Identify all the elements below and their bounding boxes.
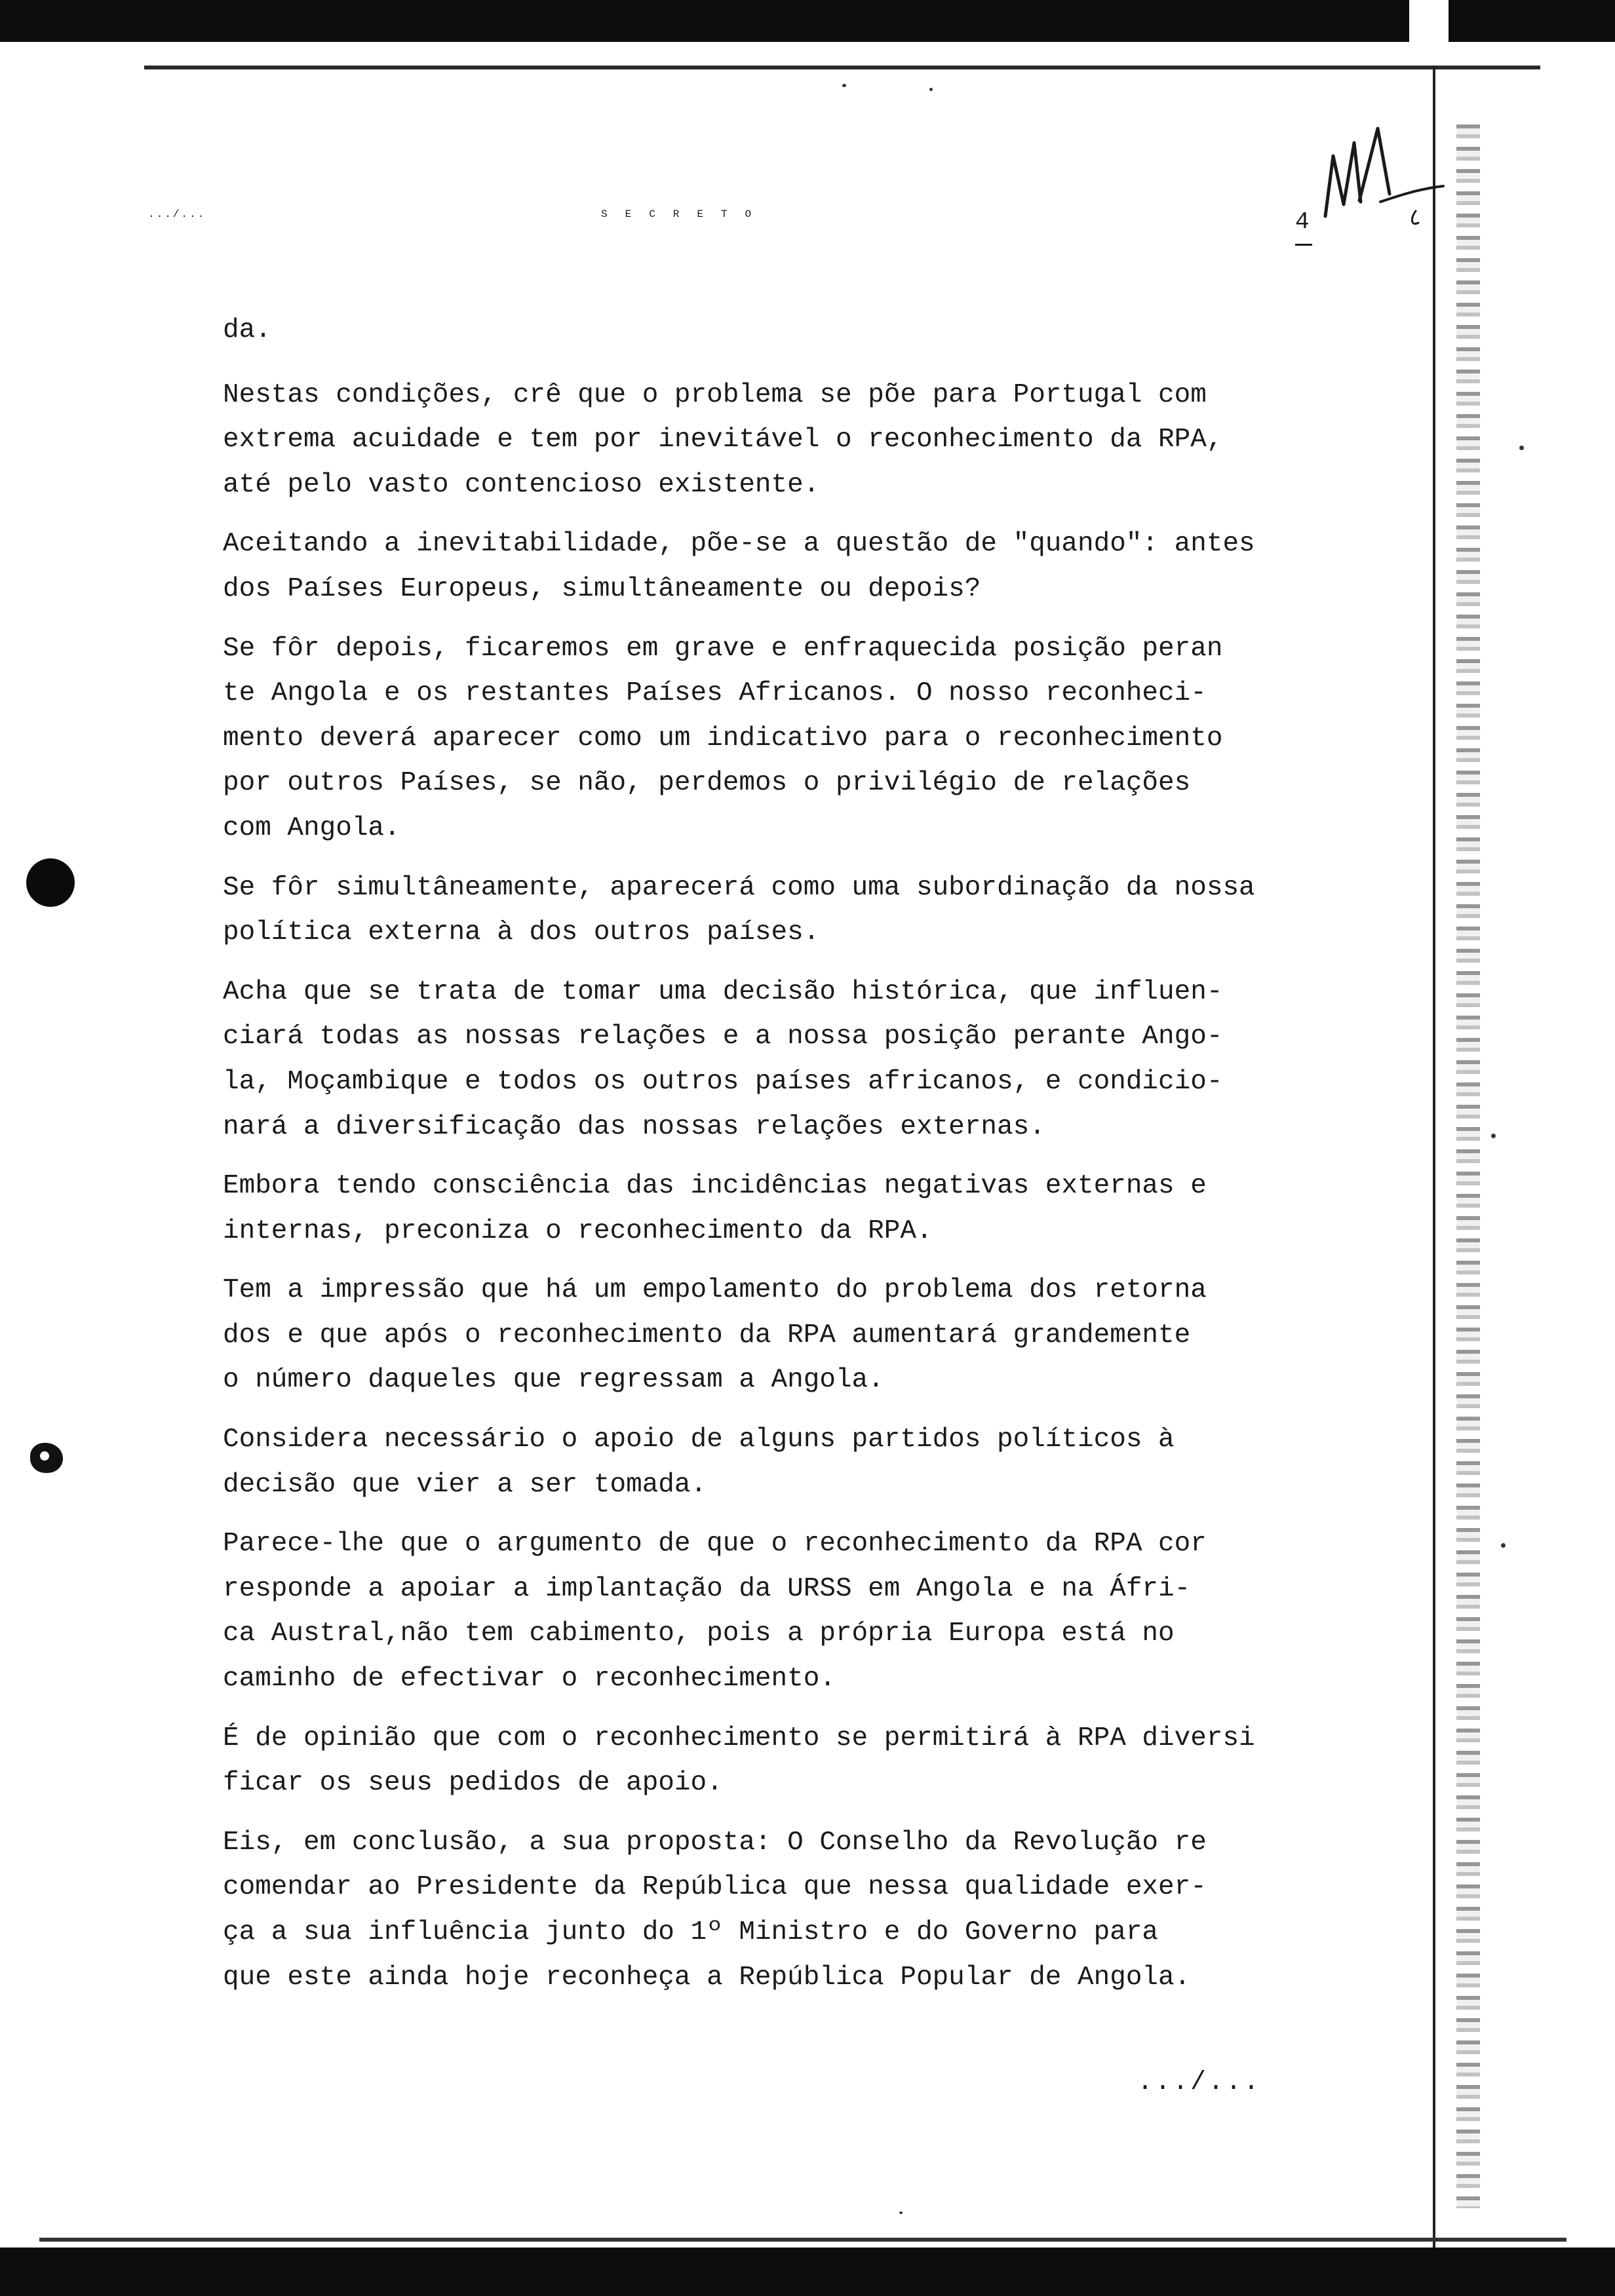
memo-paragraph	[223, 866, 1363, 955]
scan-speck	[1501, 1543, 1506, 1548]
memo-body	[223, 308, 1363, 2014]
memo-paragraph	[223, 970, 1363, 1149]
memo-paragraph	[223, 1164, 1363, 1253]
memo-paragraph	[223, 1521, 1363, 1701]
memo-paragraph	[223, 308, 1363, 353]
memo-line: Acha que se trata de tomar uma decisão histórica, que influen-	[223, 976, 1223, 1007]
memo-line: extrema acuidade e tem por inevitável o reconhecimento da RPA,	[223, 425, 1223, 455]
memo-line: com Angola.	[223, 813, 400, 843]
scan-speck	[842, 84, 846, 87]
memo-paragraph	[223, 1417, 1363, 1507]
scan-speck	[899, 2211, 903, 2214]
memo-line: comendar ao Presidente da República que nessa qualidade exer-	[223, 1872, 1207, 1903]
scan-speck	[1519, 446, 1524, 450]
memo-line: Tem a impressão que há um empolamento do problema dos retorna	[223, 1275, 1207, 1306]
memo-paragraph	[223, 1820, 1363, 2000]
memo-line: nará a diversificação das nossas relações externas.	[223, 1111, 1045, 1142]
memo-line: Nestas condições, crê que o problema se põe para Portugal com	[223, 379, 1207, 410]
page-number-underline	[1295, 244, 1312, 246]
page-number: 4	[1295, 208, 1310, 235]
memo-line: ca Austral,não tem cabimento, pois a própria Europa está no	[223, 1618, 1175, 1649]
scan-bottom-rule	[39, 2238, 1566, 2242]
scan-top-border-gap	[1409, 0, 1449, 42]
scan-edge-strip	[1456, 124, 1480, 2208]
memo-line: Considera necessário o apoio de alguns partidos políticos à	[223, 1425, 1175, 1455]
memo-paragraph	[223, 522, 1363, 611]
memo-line: até pelo vasto contencioso existente.	[223, 469, 820, 500]
staple-mark-icon	[30, 1443, 63, 1473]
memo-line: É de opinião que com o reconhecimento se permitirá à RPA diversi	[223, 1723, 1255, 1753]
scan-bottom-border	[0, 2248, 1615, 2296]
memo-paragraph	[223, 373, 1363, 508]
punch-hole-icon	[26, 858, 75, 907]
memo-line: caminho de efectivar o reconhecimento.	[223, 1664, 836, 1694]
continuation-mark-bottom: .../...	[1137, 2068, 1262, 2097]
scan-speck	[1491, 1134, 1496, 1138]
memo-line: Eis, em conclusão, a sua proposta: O Conselho da Revolução re	[223, 1827, 1207, 1858]
memo-line: Parece-lhe que o argumento de que o reconhecimento da RPA cor	[223, 1529, 1207, 1559]
continuation-mark-top: .../...	[148, 208, 206, 220]
memo-paragraph	[223, 1716, 1363, 1806]
memo-line: ça a sua influência junto do 1º Ministro e do Governo para	[223, 1917, 1159, 1947]
scan-top-border	[0, 0, 1615, 42]
memo-paragraph	[223, 626, 1363, 851]
memo-line: dos e que após o reconhecimento da RPA aumentará grandemente	[223, 1320, 1191, 1350]
memo-line: dos Países Europeus, simultâneamente ou depois?	[223, 573, 981, 604]
memo-line: política externa à dos outros países.	[223, 917, 820, 948]
memo-line: ciará todas as nossas relações e a nossa posição perante Ango-	[223, 1022, 1223, 1052]
scan-right-line	[1433, 66, 1435, 2248]
memo-line: Aceitando a inevitabilidade, põe-se a questão de "quando": antes	[223, 529, 1255, 560]
memo-line: ficar os seus pedidos de apoio.	[223, 1768, 723, 1799]
memo-paragraph	[223, 1268, 1363, 1403]
memo-line: Se fôr depois, ficaremos em grave e enfraquecida posição peran	[223, 633, 1223, 664]
classification-stamp: SECRETO	[601, 208, 769, 220]
memo-line: que este ainda hoje reconheça a República Popular de Angola.	[223, 1962, 1191, 1993]
memo-line: por outros Países, se não, perdemos o privilégio de relações	[223, 768, 1191, 799]
memo-line: da.	[223, 315, 271, 345]
scan-speck	[929, 88, 933, 91]
memo-line: o número daqueles que regressam a Angola.	[223, 1365, 884, 1396]
memo-line: internas, preconiza o reconhecimento da RPA.	[223, 1215, 933, 1246]
memo-line: la, Moçambique e todos os outros países africanos, e condicio-	[223, 1066, 1223, 1097]
memo-line: Embora tendo consciência das incidências negativas externas e	[223, 1171, 1207, 1202]
memo-line: Se fôr simultâneamente, aparecerá como uma subordinação da nossa	[223, 872, 1255, 903]
memo-line: responde a apoiar a implantação da URSS em Angola e na Áfri-	[223, 1573, 1191, 1604]
handwritten-initials-icon	[1317, 118, 1449, 242]
memo-line: mento deverá aparecer como um indicativo para o reconhecimento	[223, 723, 1223, 754]
memo-line: decisão que vier a ser tomada.	[223, 1469, 707, 1500]
scan-top-rule	[144, 66, 1540, 69]
memo-line: te Angola e os restantes Países Africanos. O nosso reconheci-	[223, 678, 1207, 709]
